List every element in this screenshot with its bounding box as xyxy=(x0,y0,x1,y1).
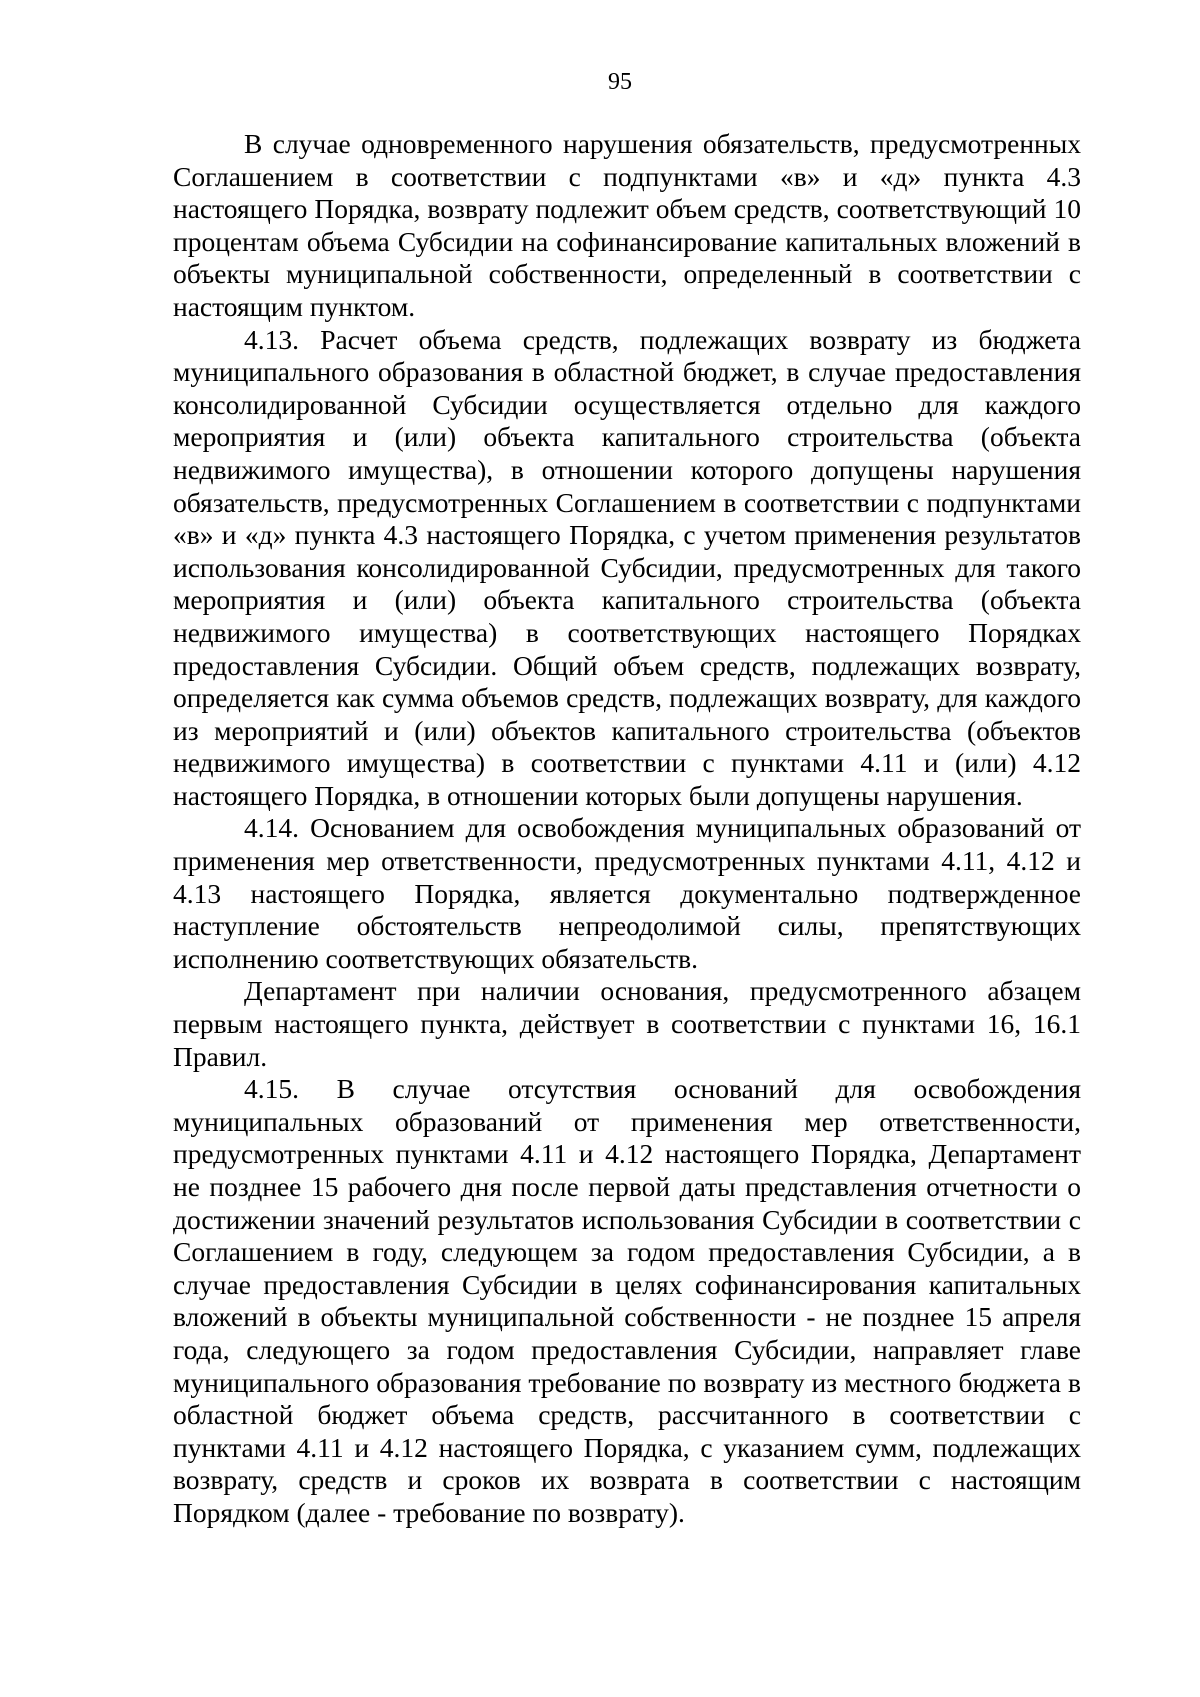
document-body xyxy=(173,128,1081,1530)
paragraph-4-15: 4.15. В случае отсутствия оснований для освобождения муниципальных образований от применения мер ответственности, предусмотренных пунктами 4.11 и 4.12 настоящего Порядка, Департамент не позднее 15 рабочего дня после первой даты представления отчетности о достижении значений результатов использования Субсидии в соответствии с Соглашением в году, следующем за годом предоставления Субсидии, а в случае предоставления Субсидии в целях софинансирования капитальных вложений в объекты муниципальной собственности - не позднее 15 апреля года, следующего за годом предоставления Субсидии, направляет главе муниципального образования требование по возврату из местного бюджета в областной бюджет объема средств, рассчитанного в соответствии с пунктами 4.11 и 4.12 настоящего Порядка, с указанием сумм, подлежащих возврату, средств и сроков их возврата в соответствии с настоящим Порядком (далее - требование по возврату). xyxy=(173,1073,1081,1528)
page-number: 95 xyxy=(608,69,632,95)
paragraph-4-14: 4.14. Основанием для освобождения муниципальных образований от применения мер ответственности, предусмотренных пунктами 4.11, 4.12 и 4.13 настоящего Порядка, является документально подтвержденное наступление обстоятельств непреодолимой силы, препятствующих исполнению соответствующих обязательств. xyxy=(173,812,1081,974)
paragraph-department-action: Департамент при наличии основания, предусмотренного абзацем первым настоящего пункта, действует в соответствии с пунктами 16, 16.1 Правил. xyxy=(173,975,1081,1072)
paragraph-4-13: 4.13. Расчет объема средств, подлежащих возврату из бюджета муниципального образования в областной бюджет, в случае предоставления консолидированной Субсидии осуществляется отдельно для каждого мероприятия и (или) объекта капитального строительства (объекта недвижимого имущества), в отношении которого допущены нарушения обязательств, предусмотренных Соглашением в соответствии с подпунктами «в» и «д» пункта 4.3 настоящего Порядка, с учетом применения результатов использования консолидированной Субсидии, предусмотренных для такого мероприятия и (или) объекта капитального строительства (объекта недвижимого имущества) в соответствующих настоящего Порядках предоставления Субсидии. Общий объем средств, подлежащих возврату, определяется как сумма объемов средств, подлежащих возврату, для каждого из мероприятий и (или) объектов капитального строительства (объектов недвижимого имущества) в соответствии с пунктами 4.11 и (или) 4.12 настоящего Порядка, в отношении которых были допущены нарушения. xyxy=(173,323,1081,811)
paragraph-return-volume: В случае одновременного нарушения обязательств, предусмотренных Соглашением в соответствии с подпунктами «в» и «д» пункта 4.3 настоящего Порядка, возврату подлежит объем средств, соответствующий 10 процентам объема Субсидии на софинансирование капитальных вложений в объекты муниципальной собственности, определенный в соответствии с настоящим пунктом. xyxy=(173,128,1081,322)
